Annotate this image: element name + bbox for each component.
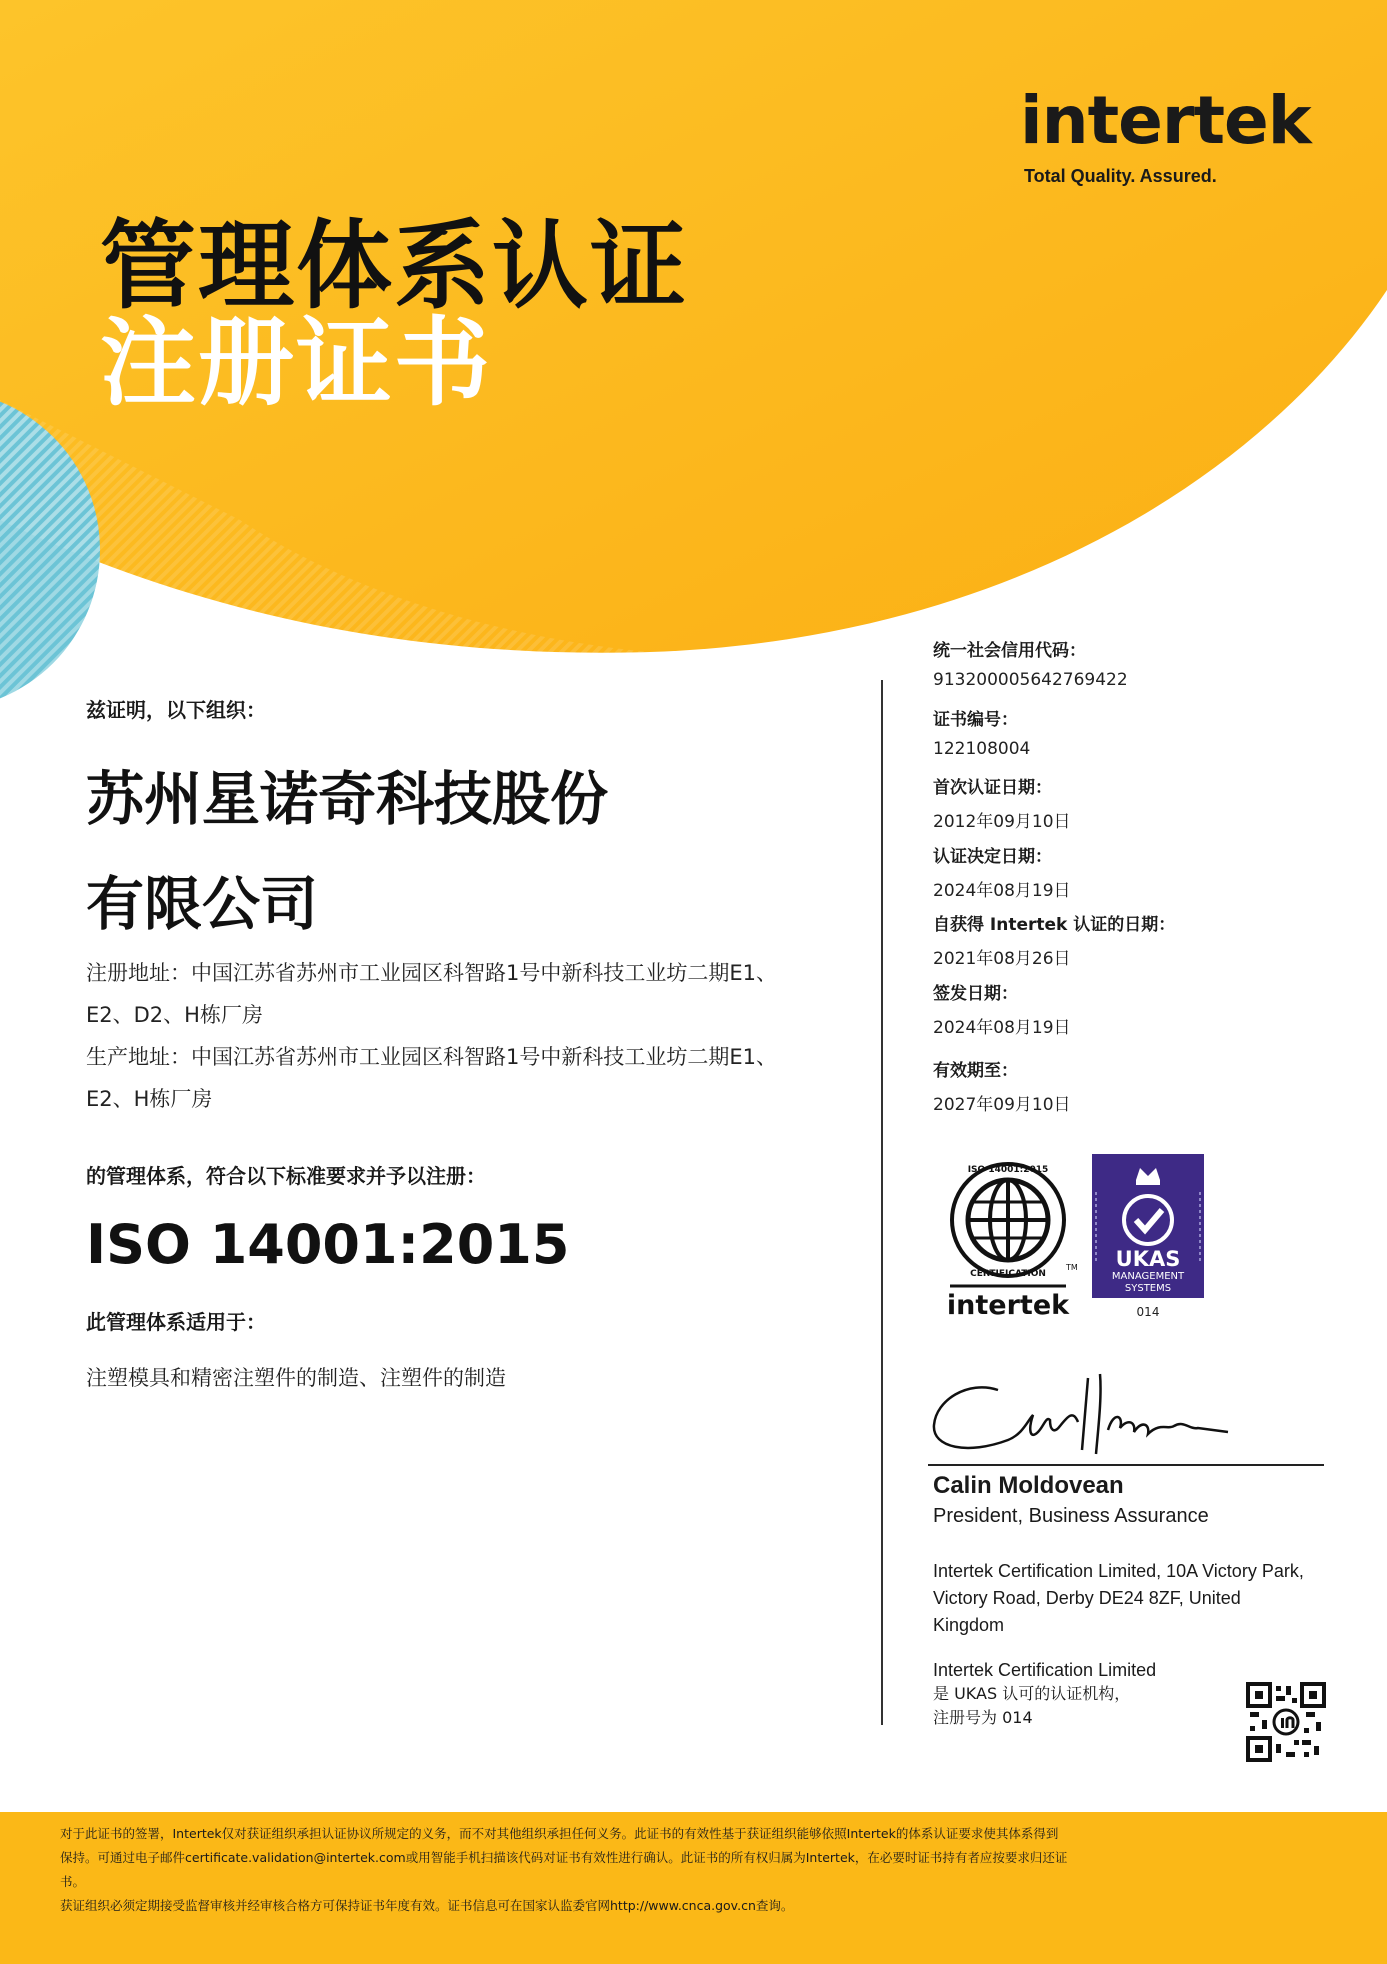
organization-name-line2: 有限公司 xyxy=(86,870,319,938)
registered-address xyxy=(86,952,846,1036)
ukas-sub1: MANAGEMENT xyxy=(1111,1271,1185,1282)
brand-tagline: Total Quality. Assured. xyxy=(1024,166,1217,186)
footer-disclaimer xyxy=(60,1822,1180,1918)
ukas-word: UKAS xyxy=(1115,1247,1181,1271)
ukas-accreditation-mark xyxy=(1090,1152,1206,1322)
production-address xyxy=(86,1036,846,1120)
scope-text: 注塑模具和精密注塑件的制造、注塑件的制造 xyxy=(86,1366,506,1390)
issue-date-label: 签发日期： xyxy=(933,984,1018,1004)
trademark-text: TM xyxy=(1066,1263,1078,1272)
first-cert-date-label: 首次认证日期： xyxy=(933,778,1052,798)
certificate-number-label: 证书编号： xyxy=(933,710,1018,730)
intro-text: 兹证明，以下组织： xyxy=(86,698,266,722)
standard-intro: 的管理体系，符合以下标准要求并予以注册： xyxy=(86,1164,486,1188)
intertek-since-label: 自获得 Intertek 认证的日期： xyxy=(933,915,1176,935)
credit-code-value: 913200005642769422 xyxy=(933,670,1128,690)
verification-qr-code[interactable] xyxy=(1246,1682,1326,1762)
certification-body-address: Intertek Certification Limited, 10A Victory Park, Victory Road, Derby DE24 8ZF, United Kingdom xyxy=(933,1561,1304,1635)
first-cert-date-value: 2012年09月10日 xyxy=(933,812,1071,832)
ukas-statement-line2: 是 UKAS 认可的认证机构， xyxy=(933,1684,1131,1703)
signature-line xyxy=(928,1464,1324,1466)
ukas-statement-line3: 注册号为 014 xyxy=(933,1708,1033,1727)
certificate-title-line2: 注册证书 xyxy=(100,307,492,419)
registered-address-line2: E2、D2、H栋厂房 xyxy=(86,1003,263,1027)
certificate-title-line1: 管理体系认证 xyxy=(100,210,688,322)
footer-line3: 书。 xyxy=(60,1874,86,1889)
organization-name-line1: 苏州星诺奇科技股份 xyxy=(86,765,609,833)
decision-date-value: 2024年08月19日 xyxy=(933,881,1071,901)
expiry-date-label: 有效期至： xyxy=(933,1061,1018,1081)
intertek-since-value: 2021年08月26日 xyxy=(933,949,1071,969)
footer-line4: 获证组织必须定期接受监督审核并经审核合格方可保持证书年度有效。证书信息可在国家认监委官网http://www.cnca.gov.cn查询。 xyxy=(60,1898,794,1913)
iso-ring-text: ISO 14001:2015 xyxy=(967,1165,1049,1175)
signer-name: Calin Moldovean xyxy=(933,1472,1124,1499)
scope-label: 此管理体系适用于： xyxy=(86,1310,266,1334)
registered-address-line1: 注册地址：中国江苏省苏州市工业园区科智路1号中新科技工业坊二期E1、 xyxy=(86,961,777,985)
certification-ring-text: CERTIFICATION xyxy=(970,1269,1046,1279)
intertek-certification-mark xyxy=(940,1150,1080,1325)
standard-name: ISO 14001:2015 xyxy=(86,1213,570,1276)
intertek-logo: intertek xyxy=(1020,82,1311,159)
credit-code-label: 统一社会信用代码： xyxy=(933,641,1086,661)
footer-line1: 对于此证书的签署，Intertek仅对获证组织承担认证协议所规定的义务，而不对其他组织承担任何义务。此证书的有效性基于获证组织能够依照Intertek的体系认证要求使其体系得到 xyxy=(60,1826,1059,1841)
ukas-statement xyxy=(933,1658,1263,1730)
ukas-number: 014 xyxy=(1136,1305,1160,1319)
decision-date-label: 认证决定日期： xyxy=(933,847,1052,867)
production-address-line2: E2、H栋厂房 xyxy=(86,1087,213,1111)
ukas-statement-line1: Intertek Certification Limited xyxy=(933,1660,1157,1680)
ukas-sub2: SYSTEMS xyxy=(1124,1283,1172,1294)
signer-title: President, Business Assurance xyxy=(933,1505,1209,1527)
column-divider xyxy=(881,680,883,1725)
certificate-number-value: 122108004 xyxy=(933,739,1031,759)
footer-line2: 保持。可通过电子邮件certificate.validation@intertek.com或用智能手机扫描该代码对证书有效性进行确认。此证书的所有权归属为Intertek，在必要时证书持有者应按要求归还证 xyxy=(60,1850,1068,1865)
handwritten-signature xyxy=(928,1370,1248,1465)
intertek-mark-word: intertek xyxy=(946,1290,1070,1321)
production-address-line1: 生产地址：中国江苏省苏州市工业园区科智路1号中新科技工业坊二期E1、 xyxy=(86,1045,777,1069)
expiry-date-value: 2027年09月10日 xyxy=(933,1095,1071,1115)
issue-date-value: 2024年08月19日 xyxy=(933,1018,1071,1038)
